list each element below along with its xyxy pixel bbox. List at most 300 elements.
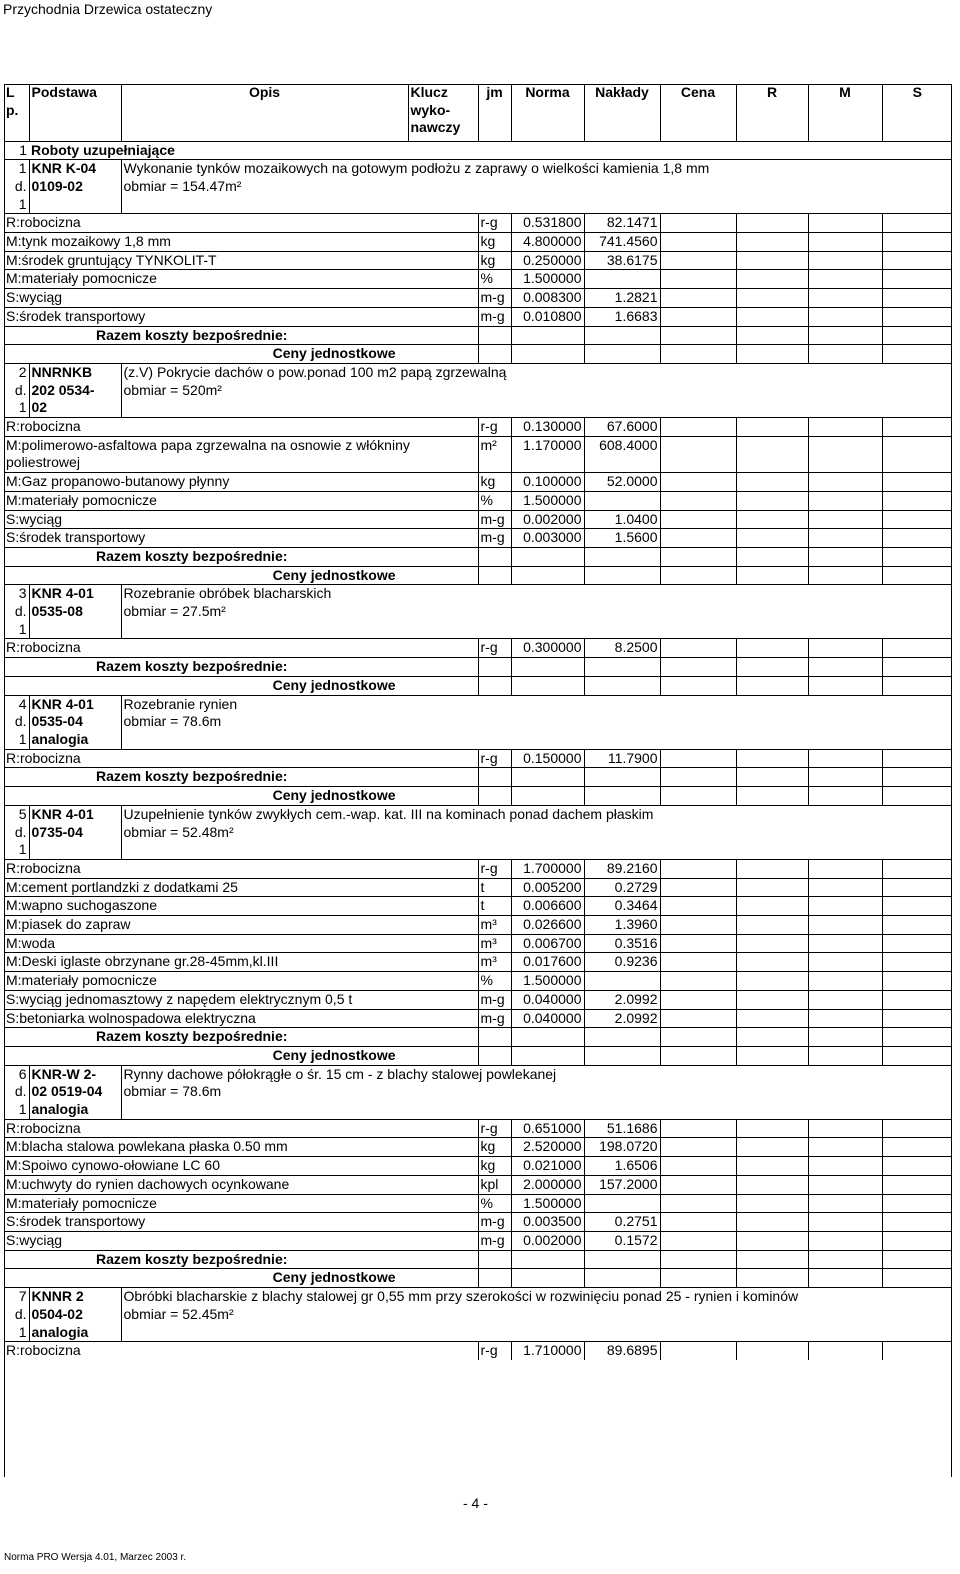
- resource-name: R:robocizna: [4, 418, 478, 437]
- empty-cell: [511, 547, 584, 566]
- empty-cell: [736, 1119, 808, 1138]
- resource-name: M:materiały pomocnicze: [4, 972, 478, 991]
- empty-cell: [808, 547, 882, 566]
- empty-cell: [808, 639, 882, 658]
- item-lp: 2: [4, 363, 29, 381]
- resource-naklady: 0.3464: [584, 897, 660, 916]
- resource-naklady: 1.2821: [584, 289, 660, 308]
- resource-naklady: 2.0992: [584, 990, 660, 1009]
- item-header-row: [4, 805, 952, 823]
- item-header-row: [4, 178, 952, 196]
- item-lp: 1: [4, 399, 29, 417]
- resource-naklady: 89.2160: [584, 859, 660, 878]
- resource-norma: 0.006700: [511, 934, 584, 953]
- empty-cell: [808, 658, 882, 677]
- empty-cell: [808, 491, 882, 510]
- empty-cell: [736, 1194, 808, 1213]
- empty-cell: [660, 1046, 736, 1065]
- resource-row: [4, 473, 952, 492]
- item-podstawa: NNRNKB: [29, 363, 121, 381]
- resource-name: S:wyciąg: [4, 289, 478, 308]
- empty-cell: [736, 897, 808, 916]
- empty-cell: [660, 916, 736, 935]
- item-podstawa: 02: [29, 399, 121, 417]
- item-podstawa: 0735-04: [29, 824, 121, 842]
- item-header-row: [4, 603, 952, 621]
- resource-name: M:tynk mozaikowy 1,8 mm: [4, 233, 478, 252]
- empty-cell: [736, 566, 808, 585]
- empty-cell: [808, 436, 882, 472]
- resource-unit: kg: [478, 1138, 511, 1157]
- empty-cell: [736, 251, 808, 270]
- item-podstawa: KNR 4-01: [29, 585, 121, 603]
- empty-cell: [808, 418, 882, 437]
- empty-cell: [660, 436, 736, 472]
- empty-cell: [736, 326, 808, 345]
- empty-cell: [660, 787, 736, 806]
- resource-naklady: 1.0400: [584, 510, 660, 529]
- resource-row: [4, 289, 952, 308]
- resource-unit: r-g: [478, 639, 511, 658]
- empty-cell: [736, 1046, 808, 1065]
- empty-cell: [808, 566, 882, 585]
- item-lp: 1: [4, 841, 29, 859]
- empty-cell: [478, 1028, 511, 1047]
- item-lp: 3: [4, 585, 29, 603]
- empty-cell: [584, 547, 660, 566]
- summary-direct-costs: [4, 658, 952, 677]
- resource-norma: 2.000000: [511, 1175, 584, 1194]
- resource-row: [4, 953, 952, 972]
- item-lp: 1: [4, 196, 29, 214]
- empty-cell: [808, 1342, 882, 1360]
- empty-cell: [511, 658, 584, 677]
- resource-norma: 1.500000: [511, 491, 584, 510]
- empty-cell: [660, 345, 736, 364]
- cost-estimate-table: [4, 84, 952, 1360]
- resource-unit: kg: [478, 251, 511, 270]
- item-header-row: [4, 841, 952, 859]
- empty-cell: [736, 859, 808, 878]
- razem-label: Razem koszty bezpośrednie:: [4, 768, 478, 787]
- empty-cell: [882, 972, 952, 991]
- empty-cell: [882, 251, 952, 270]
- col-lp: L p.: [4, 84, 29, 141]
- empty-cell: [882, 990, 952, 1009]
- resource-norma: 0.003500: [511, 1213, 584, 1232]
- empty-cell: [882, 345, 952, 364]
- resource-naklady: 8.2500: [584, 639, 660, 658]
- section-number: 1: [19, 141, 27, 158]
- empty-cell: [478, 1250, 511, 1269]
- col-s: S: [882, 84, 952, 141]
- empty-cell: [882, 270, 952, 289]
- resource-name: R:robocizna: [4, 1342, 478, 1360]
- resource-unit: m³: [478, 934, 511, 953]
- razem-label: Razem koszty bezpośrednie:: [4, 547, 478, 566]
- empty-cell: [660, 214, 736, 233]
- empty-cell: [478, 345, 511, 364]
- empty-cell: [808, 307, 882, 326]
- empty-cell: [660, 897, 736, 916]
- empty-cell: [808, 510, 882, 529]
- item-header-row: [4, 695, 952, 713]
- empty-cell: [882, 1119, 952, 1138]
- empty-cell: [808, 953, 882, 972]
- resource-unit: t: [478, 897, 511, 916]
- item-header-row: [4, 1306, 952, 1324]
- item-lp: 1: [4, 621, 29, 639]
- empty-cell: [660, 990, 736, 1009]
- empty-cell: [584, 566, 660, 585]
- empty-cell: [584, 787, 660, 806]
- resource-row: [4, 1231, 952, 1250]
- resource-unit: r-g: [478, 214, 511, 233]
- item-podstawa: 0109-02: [29, 178, 121, 196]
- resource-naklady: [584, 270, 660, 289]
- empty-cell: [660, 1119, 736, 1138]
- page-number: - 4 -: [463, 1495, 488, 1511]
- item-header-row: [4, 399, 952, 417]
- item-lp: 1: [4, 160, 29, 178]
- resource-unit: m-g: [478, 510, 511, 529]
- resource-unit: m-g: [478, 1009, 511, 1028]
- empty-cell: [736, 270, 808, 289]
- empty-cell: [478, 658, 511, 677]
- resource-name: S:wyciąg jednomasztowy z napędem elektrycznym 0,5 t: [4, 990, 478, 1009]
- resource-naklady: 38.6175: [584, 251, 660, 270]
- empty-cell: [660, 676, 736, 695]
- resource-row: [4, 1194, 952, 1213]
- item-podstawa: analogia: [29, 1101, 121, 1119]
- empty-cell: [808, 1138, 882, 1157]
- summary-unit-prices: [4, 787, 952, 806]
- resource-norma: 0.010800: [511, 307, 584, 326]
- razem-label: Razem koszty bezpośrednie:: [4, 1250, 478, 1269]
- empty-cell: [808, 1250, 882, 1269]
- item-opis: [121, 1101, 952, 1119]
- resource-unit: kpl: [478, 1175, 511, 1194]
- item-podstawa: analogia: [29, 731, 121, 749]
- empty-cell: [584, 345, 660, 364]
- item-podstawa: [29, 841, 121, 859]
- empty-cell: [511, 345, 584, 364]
- razem-label: Razem koszty bezpośrednie:: [4, 658, 478, 677]
- empty-cell: [736, 1250, 808, 1269]
- item-podstawa: KNR 4-01: [29, 695, 121, 713]
- empty-cell: [882, 1009, 952, 1028]
- resource-norma: 0.651000: [511, 1119, 584, 1138]
- item-opis: [121, 196, 952, 214]
- ceny-label: Ceny jednostkowe: [4, 787, 478, 806]
- item-podstawa: 0535-04: [29, 713, 121, 731]
- empty-cell: [584, 1250, 660, 1269]
- empty-cell: [736, 878, 808, 897]
- resource-unit: %: [478, 1194, 511, 1213]
- resource-name: M:Gaz propanowo-butanowy płynny: [4, 473, 478, 492]
- empty-cell: [882, 1138, 952, 1157]
- resource-naklady: 52.0000: [584, 473, 660, 492]
- empty-cell: [660, 934, 736, 953]
- empty-cell: [511, 768, 584, 787]
- empty-cell: [882, 1250, 952, 1269]
- resource-row: [4, 233, 952, 252]
- item-header-row: [4, 1083, 952, 1101]
- empty-cell: [660, 1250, 736, 1269]
- empty-cell: [736, 1157, 808, 1176]
- item-opis: obmiar = 78.6m: [123, 1083, 222, 1100]
- empty-cell: [882, 418, 952, 437]
- empty-cell: [660, 639, 736, 658]
- item-podstawa: analogia: [29, 1324, 121, 1342]
- resource-row: [4, 491, 952, 510]
- resource-name: M:blacha stalowa powlekana płaska 0.50 mm: [4, 1138, 478, 1157]
- item-opis: Uzupełnienie tynków zwykłych cem.-wap. kat. III na kominach ponad dachem płaskim: [121, 805, 952, 823]
- empty-cell: [511, 1250, 584, 1269]
- resource-name: S:środek transportowy: [4, 307, 478, 326]
- empty-cell: [882, 491, 952, 510]
- resource-name: M:wapno suchogaszone: [4, 897, 478, 916]
- resource-norma: 4.800000: [511, 233, 584, 252]
- item-podstawa: KNR 4-01: [29, 805, 121, 823]
- empty-cell: [660, 510, 736, 529]
- empty-cell: [808, 1194, 882, 1213]
- ceny-label: Ceny jednostkowe: [4, 676, 478, 695]
- resource-norma: 0.006600: [511, 897, 584, 916]
- col-jm: jm: [478, 84, 511, 141]
- resource-name: R:robocizna: [4, 214, 478, 233]
- empty-cell: [736, 916, 808, 935]
- resource-unit: r-g: [478, 1342, 511, 1360]
- col-r: R: [736, 84, 808, 141]
- empty-cell: [736, 1009, 808, 1028]
- resource-norma: 0.003000: [511, 529, 584, 548]
- col-m: M: [808, 84, 882, 141]
- empty-cell: [736, 658, 808, 677]
- empty-cell: [736, 934, 808, 953]
- item-opis: [121, 841, 952, 859]
- resource-naklady: 0.2729: [584, 878, 660, 897]
- resource-row: [4, 1157, 952, 1176]
- empty-cell: [736, 436, 808, 472]
- resource-row: [4, 1213, 952, 1232]
- empty-cell: [882, 289, 952, 308]
- table-body: [4, 141, 952, 1360]
- empty-cell: [660, 1028, 736, 1047]
- empty-cell: [882, 916, 952, 935]
- empty-cell: [660, 491, 736, 510]
- resource-row: [4, 529, 952, 548]
- item-lp: d.: [4, 824, 29, 842]
- resource-name: S:środek transportowy: [4, 1213, 478, 1232]
- empty-cell: [660, 233, 736, 252]
- resource-name: S:betoniarka wolnospadowa elektryczna: [4, 1009, 478, 1028]
- empty-cell: [808, 1213, 882, 1232]
- empty-cell: [808, 1119, 882, 1138]
- item-opis: Obróbki blacharskie z blachy stalowej gr 0,55 mm przy szerokości w rozwinięciu ponad 25 - rynien i kominów: [121, 1288, 952, 1306]
- resource-unit: kg: [478, 1157, 511, 1176]
- resource-row: [4, 972, 952, 991]
- resource-naklady: 198.0720: [584, 1138, 660, 1157]
- resource-row: [4, 897, 952, 916]
- section-title: Roboty uzupełniające: [31, 141, 175, 158]
- empty-cell: [882, 1342, 952, 1360]
- empty-cell: [882, 1194, 952, 1213]
- empty-cell: [882, 326, 952, 345]
- empty-cell: [660, 1138, 736, 1157]
- empty-cell: [736, 768, 808, 787]
- resource-naklady: 82.1471: [584, 214, 660, 233]
- resource-name: R:robocizna: [4, 859, 478, 878]
- summary-unit-prices: [4, 1269, 952, 1288]
- empty-cell: [660, 529, 736, 548]
- empty-cell: [808, 859, 882, 878]
- item-header-row: [4, 1065, 952, 1083]
- empty-cell: [882, 859, 952, 878]
- item-header-row: [4, 713, 952, 731]
- empty-cell: [736, 510, 808, 529]
- empty-cell: [736, 990, 808, 1009]
- empty-cell: [882, 547, 952, 566]
- empty-cell: [808, 749, 882, 768]
- resource-name: M:uchwyty do rynien dachowych ocynkowane: [4, 1175, 478, 1194]
- empty-cell: [882, 953, 952, 972]
- item-opis: obmiar = 52.48m²: [123, 823, 234, 840]
- empty-cell: [808, 916, 882, 935]
- empty-cell: [584, 768, 660, 787]
- item-lp: 5: [4, 805, 29, 823]
- resource-norma: 0.002000: [511, 510, 584, 529]
- empty-cell: [808, 990, 882, 1009]
- resource-naklady: 1.3960: [584, 916, 660, 935]
- empty-cell: [882, 1028, 952, 1047]
- resource-norma: 0.250000: [511, 251, 584, 270]
- empty-cell: [736, 1175, 808, 1194]
- col-klucz: Klucz wyko- nawczy: [408, 84, 478, 141]
- col-naklady: Nakłady: [584, 84, 660, 141]
- resource-unit: %: [478, 972, 511, 991]
- resource-norma: 0.300000: [511, 639, 584, 658]
- resource-row: [4, 1009, 952, 1028]
- item-header-row: [4, 160, 952, 178]
- item-lp: d.: [4, 1306, 29, 1324]
- empty-cell: [660, 1213, 736, 1232]
- resource-norma: 0.021000: [511, 1157, 584, 1176]
- item-lp: 6: [4, 1065, 29, 1083]
- ceny-label: Ceny jednostkowe: [4, 566, 478, 585]
- empty-cell: [808, 233, 882, 252]
- item-lp: d.: [4, 603, 29, 621]
- item-opis: [121, 399, 952, 417]
- summary-direct-costs: [4, 1028, 952, 1047]
- empty-cell: [584, 1028, 660, 1047]
- item-header-row: [4, 585, 952, 603]
- resource-name: M:piasek do zapraw: [4, 916, 478, 935]
- empty-cell: [478, 768, 511, 787]
- resource-unit: kg: [478, 473, 511, 492]
- resource-name: M:Spoiwo cynowo-ołowiane LC 60: [4, 1157, 478, 1176]
- resource-name: S:wyciąg: [4, 1231, 478, 1250]
- resource-naklady: 1.6683: [584, 307, 660, 326]
- empty-cell: [736, 289, 808, 308]
- empty-cell: [882, 214, 952, 233]
- resource-row: [4, 916, 952, 935]
- resource-norma: 1.500000: [511, 270, 584, 289]
- resource-unit: m-g: [478, 307, 511, 326]
- empty-cell: [478, 547, 511, 566]
- resource-norma: 0.005200: [511, 878, 584, 897]
- resource-norma: 0.002000: [511, 1231, 584, 1250]
- resource-name: M:materiały pomocnicze: [4, 270, 478, 289]
- empty-cell: [736, 307, 808, 326]
- item-podstawa: KNR-W 2-: [29, 1065, 121, 1083]
- empty-cell: [736, 233, 808, 252]
- empty-cell: [808, 1231, 882, 1250]
- summary-direct-costs: [4, 326, 952, 345]
- item-opis: Rynny dachowe półokrągłe o śr. 15 cm - z blachy stalowej powlekanej: [121, 1065, 952, 1083]
- empty-cell: [808, 897, 882, 916]
- resource-norma: 0.531800: [511, 214, 584, 233]
- resource-unit: m-g: [478, 529, 511, 548]
- item-lp: d.: [4, 713, 29, 731]
- empty-cell: [511, 676, 584, 695]
- empty-cell: [882, 676, 952, 695]
- empty-cell: [808, 676, 882, 695]
- resource-unit: m³: [478, 953, 511, 972]
- item-podstawa: 202 0534-: [29, 382, 121, 400]
- empty-cell: [808, 934, 882, 953]
- table-header: [4, 84, 952, 141]
- resource-name: M:środek gruntujący TYNKOLIT-T: [4, 251, 478, 270]
- empty-cell: [882, 1157, 952, 1176]
- empty-cell: [882, 897, 952, 916]
- resource-unit: r-g: [478, 859, 511, 878]
- resource-row: [4, 990, 952, 1009]
- empty-cell: [660, 859, 736, 878]
- resource-unit: m-g: [478, 990, 511, 1009]
- resource-naklady: 11.7900: [584, 749, 660, 768]
- resource-row: [4, 639, 952, 658]
- item-opis: obmiar = 520m²: [123, 381, 222, 398]
- empty-cell: [736, 345, 808, 364]
- resource-norma: 1.500000: [511, 972, 584, 991]
- empty-cell: [882, 566, 952, 585]
- empty-cell: [584, 326, 660, 345]
- resource-unit: %: [478, 270, 511, 289]
- resource-norma: 0.040000: [511, 990, 584, 1009]
- empty-cell: [882, 436, 952, 472]
- item-opis: Wykonanie tynków mozaikowych na gotowym podłożu z zaprawy o wielkości kamienia 1,8 mm: [121, 160, 952, 178]
- empty-cell: [660, 768, 736, 787]
- empty-cell: [808, 1157, 882, 1176]
- resource-norma: 0.100000: [511, 473, 584, 492]
- empty-cell: [660, 1175, 736, 1194]
- resource-naklady: 67.6000: [584, 418, 660, 437]
- item-opis: [121, 1324, 952, 1342]
- item-opis: obmiar = 52.45m²: [123, 1305, 234, 1322]
- item-header-row: [4, 1101, 952, 1119]
- item-podstawa: 0504-02: [29, 1306, 121, 1324]
- item-header-row: [4, 824, 952, 842]
- empty-cell: [882, 934, 952, 953]
- empty-cell: [882, 639, 952, 658]
- empty-cell: [584, 676, 660, 695]
- resource-row: [4, 214, 952, 233]
- summary-unit-prices: [4, 676, 952, 695]
- empty-cell: [882, 749, 952, 768]
- empty-cell: [584, 1046, 660, 1065]
- empty-cell: [808, 214, 882, 233]
